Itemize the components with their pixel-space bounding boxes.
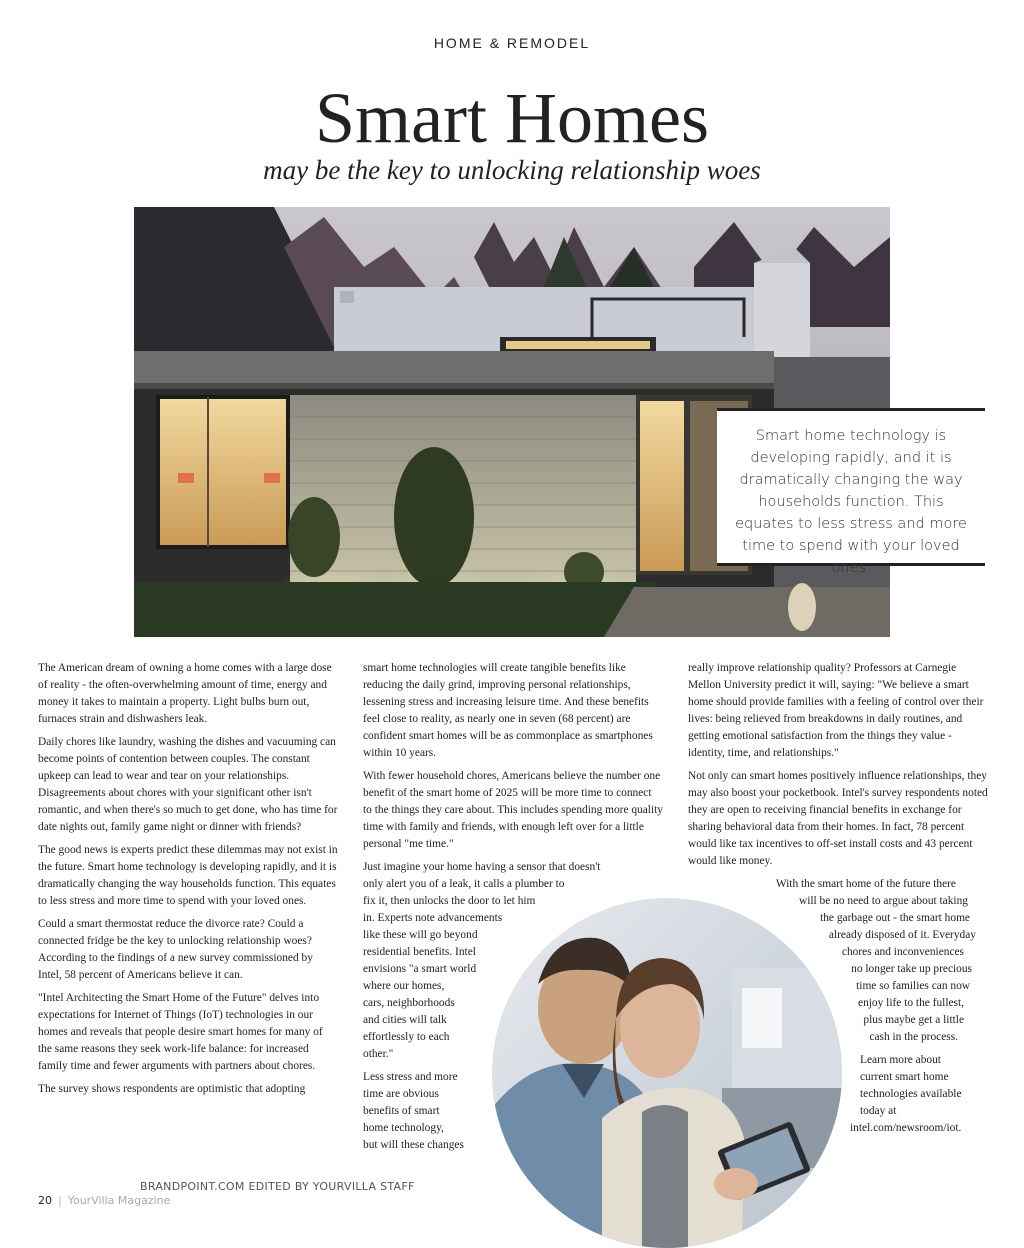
paragraph: The survey shows respondents are optimistic that adopting: [38, 1083, 306, 1095]
text-line: other.": [363, 1048, 394, 1060]
text-line: Less stress and more: [363, 1071, 458, 1083]
paragraph: Daily chores like laundry, washing the dishes and vacuuming can become points of contention between couples. The constant upkeep can lead to wear and tear on your relationships. Disagreements about chores with your significant other isn't romantic, and when there's so much to get done, who has time for date nights out, family game night or dinner with friends?: [38, 736, 338, 833]
text-line: no longer take up precious: [851, 963, 972, 975]
paragraph: The American dream of owning a home comes with a large dose of reality - the often-overwhelming amount of time, energy and money it takes to maintain a property. Light bulbs burn out, furnaces strain and dishwashers leak.: [38, 662, 332, 725]
text-line: time so families can now: [856, 980, 970, 992]
text-line: benefits of smart: [363, 1105, 440, 1117]
text-line: in. Experts note advancements: [363, 912, 503, 924]
article-credit: BRANDPOINT.COM EDITED BY YOURVILLA STAFF: [140, 1180, 415, 1193]
text-line: enjoy life to the fullest,: [858, 997, 964, 1009]
paragraph: smart home technologies will create tangible benefits like reducing the daily grind, improving personal relationships, lessening stress and increasing leisure time. And these benefits feel close to reality, as nearly one in seven (68 percent) are confident smart homes will be as commonplace as smartphones within 10 years.: [363, 662, 653, 759]
text-line: will be no need to argue about taking: [798, 895, 968, 907]
paragraph: "Intel Architecting the Smart Home of the Future" delves into expectations for Internet of Things (IoT) technologies in our homes and reveals that people desire smart homes for many of the same reasons they seek work-life balance: for increased family time and fewer arguments with partners about chores.: [38, 992, 323, 1072]
article-column-1: [38, 660, 338, 1104]
text-line: effortlessly to each: [363, 1031, 450, 1043]
paragraph: With fewer household chores, Americans believe the number one benefit of the smart home of 2025 will be more time to connect to the things they care about. This includes spending more quality time with family and friends, with enough left over for a little personal "me time.": [363, 770, 663, 850]
paragraph: Could a smart thermostat reduce the divorce rate? Could a connected fridge be the key to unlocking relationship woes? According to the findings of a new survey commissioned by Intel, 58 percent of Americans believe it can.: [38, 918, 313, 981]
page-footer: [38, 1194, 170, 1207]
text-line: like these will go beyond: [363, 929, 478, 941]
text-line: With the smart home of the future there: [775, 878, 956, 890]
text-line: where our homes,: [363, 980, 445, 992]
text-line: already disposed of it. Everyday: [828, 929, 976, 941]
text-line: chores and inconveniences: [841, 946, 964, 958]
text-line: Just imagine your home having a sensor that doesn't: [363, 861, 601, 873]
text-line: fix it, then unlocks the door to let him: [363, 895, 536, 907]
text-line: but will these changes: [363, 1139, 464, 1151]
paragraph: Not only can smart homes positively influence relationships, they may also boost your pocketbook. Intel's survey respondents noted they are open to receiving financial benefits in exchange for sharing behavioral data from their homes. In fact, 78 percent would like tax incentives to off-set install costs and 43 percent would like money.: [688, 770, 988, 867]
article-subtitle: may be the key to unlocking relationship woes: [263, 155, 761, 185]
magazine-name: YourVilla Magazine: [67, 1194, 171, 1207]
text-line: Learn more about: [860, 1054, 941, 1066]
footer-separator: |: [58, 1194, 62, 1207]
text-line: the garbage out - the smart home: [820, 912, 970, 924]
text-line: residential benefits. Intel: [363, 946, 476, 958]
pull-quote: Smart home technology is developing rapidly, and it is dramatically changing the way households function. This equates to less stress and more time to spend with your loved ones.: [717, 408, 985, 566]
article-title: Smart Homes: [315, 78, 709, 158]
text-line: technologies available: [860, 1088, 962, 1100]
paragraph: really improve relationship quality? Professors at Carnegie Mellon University predict it will, saying: "We believe a smart home should provide families with a feeling of control over their lives: being relieved from breakdowns in daily routines, and getting emotional satisfaction from the things they value - identity, time, and relationships.": [688, 662, 984, 759]
text-line: plus maybe get a little: [863, 1014, 964, 1026]
text-line: home technology,: [363, 1122, 444, 1134]
text-line: cars, neighborhoods: [363, 997, 455, 1009]
couple-photo: [492, 898, 842, 1248]
text-line: cash in the process.: [869, 1031, 958, 1043]
section-label: HOME & REMODEL: [433, 35, 591, 51]
text-line: envisions "a smart world: [363, 963, 477, 975]
page-number: 20: [38, 1194, 52, 1207]
text-line: time are obvious: [363, 1088, 439, 1100]
text-line: current smart home: [860, 1071, 949, 1083]
paragraph: The good news is experts predict these dilemmas may not exist in the future. Smart home technology is developing rapidly, and it is dramatically changing the way households function. This equates to less stress and more time to spend with your loved ones.: [38, 844, 338, 907]
text-line: today at: [860, 1105, 897, 1117]
text-line: only alert you of a leak, it calls a plumber to: [363, 878, 565, 890]
newsroom-link: intel.com/newsroom/iot.: [850, 1122, 962, 1134]
text-line: and cities will talk: [363, 1014, 447, 1026]
